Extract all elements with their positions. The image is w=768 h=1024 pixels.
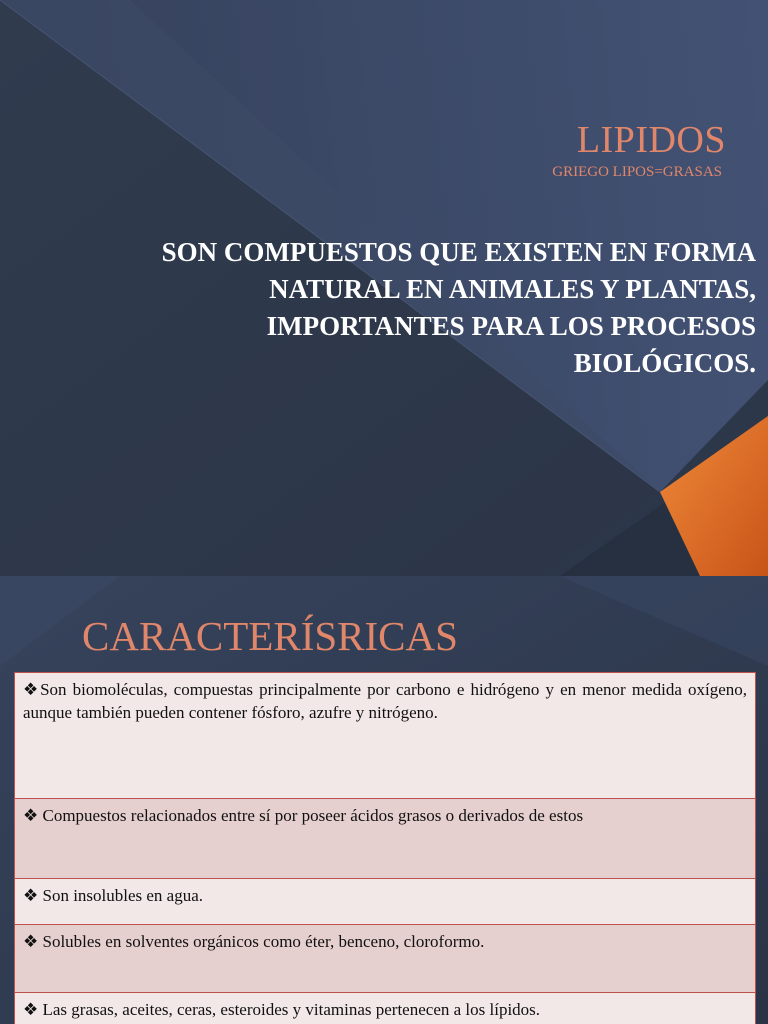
- table-row: ❖ Las grasas, aceites, ceras, esteroides y vitaminas pertenecen a los lípidos.: [14, 993, 756, 1024]
- table-row: ❖ Compuestos relacionados entre sí por poseer ácidos grasos o derivados de estos: [14, 799, 756, 879]
- slide-body-text: SON COMPUESTOS QUE EXISTEN EN FORMA NATURAL EN ANIMALES Y PLANTAS, IMPORTANTES PARA LOS PROCESOS BIOLÓGICOS.: [161, 237, 756, 378]
- slide-title: LIPIDOS: [576, 119, 726, 161]
- slide-subtitle: GRIEGO LIPOS=GRASAS: [552, 164, 722, 180]
- table-row: ❖ Solubles en solventes orgánicos como éter, benceno, cloroformo.: [14, 925, 756, 993]
- table-row: ❖ Son insolubles en agua.: [14, 879, 756, 925]
- characteristics-table: [14, 672, 756, 1024]
- characteristics-slide: [0, 576, 768, 1024]
- section-heading: CARACTERÍSRICAS: [82, 613, 458, 659]
- table-row: ❖Son biomoléculas, compuestas principalmente por carbono e hidrógeno y en menor medida oxígeno, aunque también pueden contener fósforo, azufre y nitrógeno.: [14, 673, 756, 799]
